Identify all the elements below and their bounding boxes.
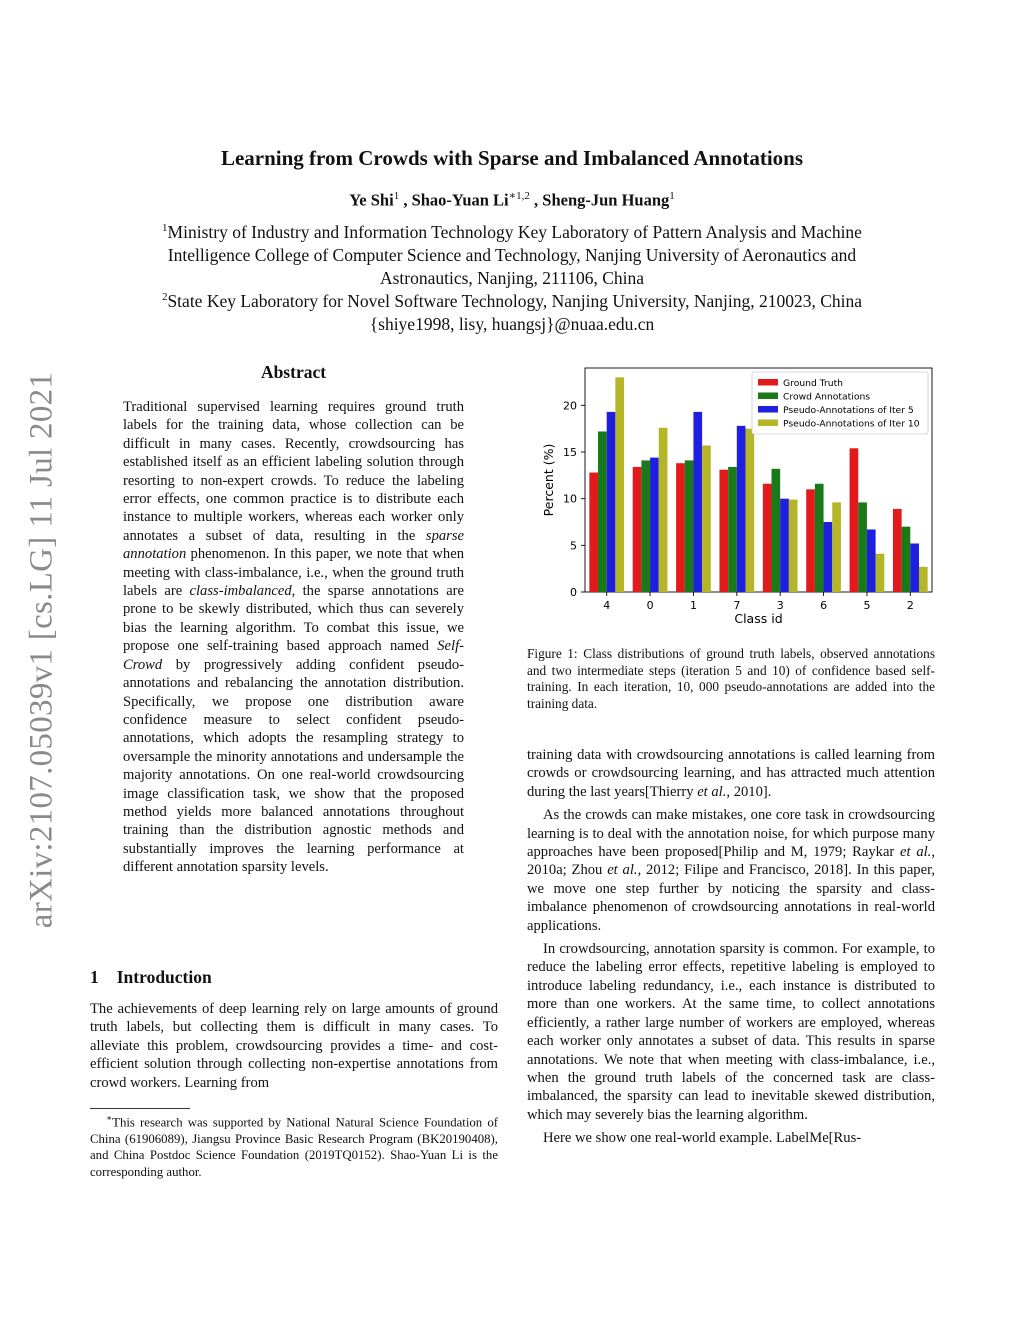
section-title: Introduction [116, 967, 212, 987]
bar-4-2 [607, 412, 616, 592]
emails: {shiye1998, lisy, huangsj}@nuaa.edu.cn [369, 313, 655, 334]
bar-3-2 [780, 499, 789, 592]
author-sep: , [529, 190, 543, 210]
paper-title: Learning from Crowds with Sparse and Imbalanced Annotations [220, 146, 804, 170]
bar-0-3 [659, 428, 668, 592]
bar-0-0 [633, 467, 642, 592]
bar-1-1 [685, 460, 694, 592]
bar-3-0 [763, 484, 772, 592]
emph: et al. [900, 844, 932, 861]
text: training data with crowdsourcing annotations is called learning from crowds or crowdsourcing learning, and has attracted much attention during the last years[Thierry [527, 747, 935, 800]
legend-swatch [758, 379, 778, 386]
section-number: 1 [90, 967, 99, 987]
bar-3-1 [772, 469, 781, 592]
legend-label: Pseudo-Annotations of Iter 10 [783, 418, 920, 430]
abstract-text: by progressively adding confident pseudo-annotations and rebalancing the annotation distribution. Specifically, we propose one distribution aware confidence measure to select confident pseudo-annotations, which adopts the resampling strategy to oversample the minority annotations and undersample the majority annotations. On one real-world crowdsourcing image classification task, we show that the proposed method yields more balanced annotations throughout training than the distribution agnostic methods and substantially improves the learning performance at different annotation sparsity levels. [123, 656, 464, 876]
bar-5-2 [867, 529, 876, 592]
affil-line: Astronautics, Nanjing, 211106, China [379, 267, 645, 288]
abstract-emph: Self-Crowd [123, 638, 464, 673]
author-sup: 1 [393, 190, 400, 202]
arxiv-id: arXiv:2107.05039v1 [cs.LG] 11 Jul 2021 [23, 371, 60, 929]
text: , 2010a; Zhou [527, 844, 935, 879]
bar-7-2 [737, 426, 746, 592]
bar-2-3 [919, 567, 928, 592]
paragraph [527, 806, 935, 935]
affil-line: State Key Laboratory for Novel Software Technology, Nanjing University, Nanjing, 210023, China [167, 290, 863, 311]
author-sep: , [399, 190, 412, 210]
affiliation-1 [80, 217, 944, 290]
figure-caption: Figure 1: Class distributions of ground truth labels, observed annotations and two intermediate steps (iteration 5 and 10) of confidence based self-training. In each iteration, 10, 000 pseudo-annotations are added into the training data. [527, 646, 935, 711]
y-tick-label: 10 [563, 492, 577, 506]
legend-swatch [758, 393, 778, 400]
x-tick-label: 2 [906, 599, 914, 612]
abstract-text: phenomenon. In this paper, we note that when meeting with class-imbalance, i.e., when the ground truth labels are [123, 546, 464, 600]
abstract-emph: class-imbalanced [189, 583, 292, 600]
bar-1-0 [676, 463, 685, 592]
y-axis-label: Percent (%) [541, 443, 556, 517]
bar-1-3 [702, 445, 711, 592]
author-name: Shao-Yuan Li [411, 190, 509, 210]
x-tick-label: 1 [689, 599, 697, 612]
bar-2-0 [893, 509, 902, 592]
legend-swatch [758, 420, 778, 427]
abstract-emph: sparse annotation [123, 527, 464, 563]
affil-sup: 2 [161, 291, 168, 303]
bar-5-1 [858, 502, 867, 592]
x-tick-label: 6 [820, 599, 828, 612]
text: As the crowds can make mistakes, one core task in crowdsourcing learning is to deal with the annotation noise, for which purpose many approaches have been proposed[Philip and M, 1979; Raykar [527, 807, 935, 861]
affil-line: Ministry of Industry and Information Technology Key Laboratory of Pattern Analysis and Machine [167, 221, 862, 242]
bar-6-0 [806, 489, 815, 592]
author-sup: 1 [669, 190, 675, 202]
footnote-mark: ∗ [106, 1113, 113, 1123]
x-tick-label: 3 [776, 599, 784, 612]
y-tick-label: 20 [563, 399, 577, 413]
bar-7-1 [728, 467, 737, 592]
y-tick-label: 5 [570, 539, 577, 553]
bar-3-3 [789, 500, 798, 592]
emph: et al. [697, 783, 727, 800]
bar-0-1 [641, 460, 650, 592]
text: , 2010]. [726, 783, 772, 800]
y-tick-label: 0 [570, 586, 577, 599]
x-tick-label: 5 [863, 599, 871, 612]
bar-6-1 [815, 484, 824, 592]
paragraph: Here we show one real-world example. LabelMe[Rus- [543, 1130, 862, 1147]
abstract-text: , the sparse annotations are prone to be skewly distributed, which thus can severely bias the learning algorithm. To combat this issue, we propose one self-training based approach named [123, 583, 465, 655]
legend-label: Crowd Annotations [783, 391, 871, 403]
paragraph: In crowdsourcing, annotation sparsity is common. For example, to reduce the labeling error effects, repetitive labeling is employed to introduce labeling redundancy, i.e., each instance is distributed to more than one workers. At the same time, to collect annotations efficiently, a rather large number of workers are employed, whereas each worker only annotates a subset of data. This results in sparse annotations. We note that when meeting with class-imbalance, i.e., when the ground truth labels of the concerned task are class-imbalanced, the sparsity can lead to inevitable skewed distribution, which may severely bias the learning algorithm. [527, 941, 935, 1123]
bar-4-0 [589, 473, 598, 592]
intro-paragraph: The achievements of deep learning rely on large amounts of ground truth labels, but collecting them is difficult in many cases. To alleviate this problem, crowdsourcing provides a time- and cost-efficient solution through collecting non-expertise annotations from crowd workers. Learning from [90, 1001, 498, 1091]
abstract-body [123, 398, 464, 877]
bar-6-2 [824, 522, 833, 592]
bar-2-2 [910, 543, 919, 592]
bar-0-2 [650, 458, 659, 592]
text: , 2012; Filipe and Francisco, 2018]. In this paper, we move one step further by noticing the sparsity and class-imbalance phenomenon of crowdsourcing annotations in real-world applications. [527, 862, 936, 934]
footnote [90, 1110, 498, 1181]
affil-sup: 1 [162, 222, 168, 234]
bar-1-2 [693, 412, 702, 592]
bar-2-1 [902, 527, 911, 592]
legend-label: Pseudo-Annotations of Iter 5 [783, 405, 914, 416]
affil-line: Intelligence College of Computer Science and Technology, Nanjing University of Aeronautics and [167, 244, 857, 265]
figure-1-chart [540, 360, 940, 630]
x-tick-label: 0 [646, 599, 654, 612]
author-list [0, 189, 1024, 211]
right-column [527, 746, 935, 1153]
abstract-text: Traditional supervised learning requires ground truth labels for the training data, whose collection can be difficult in many cases. Recently, crowdsourcing has established itself as an efficient labeling solution through resorting to non-expert crowds. To reduce the labeling error effects, one common practice is to distribute each instance to multiple workers, whereas each worker only annotates a subset of data, resulting in the [123, 399, 464, 544]
author-sup: ∗1,2 [508, 190, 530, 202]
x-axis-label: Class id [734, 611, 783, 626]
bar-5-0 [850, 448, 859, 592]
section-heading [90, 967, 212, 988]
author-name: Sheng-Jun Huang [542, 190, 670, 210]
bar-4-3 [615, 377, 624, 592]
bar-7-0 [719, 470, 728, 592]
bar-4-1 [598, 431, 607, 592]
author-name: Ye Shi [349, 190, 394, 210]
footnote-text: This research was supported by National Natural Science Foundation of China (61906089), Jiangsu Province Basic Research Program (BK20190408), and China Postdoc Science Foundation (2019TQ0152). Shao-Yuan Li is the corresponding author. [90, 1115, 498, 1180]
legend-swatch [758, 406, 778, 413]
paragraph [527, 746, 935, 801]
x-tick-label: 4 [603, 599, 611, 612]
bar-5-3 [876, 554, 885, 592]
emph: et al. [607, 862, 638, 879]
bar-6-3 [832, 502, 841, 592]
footnote-rule [90, 1108, 190, 1109]
y-tick-label: 15 [563, 446, 577, 459]
affiliation-2 [80, 286, 944, 336]
legend-label: Ground Truth [783, 378, 843, 389]
abstract-heading: Abstract [260, 362, 327, 382]
x-tick-label: 7 [733, 599, 741, 612]
bar-7-3 [745, 429, 754, 592]
